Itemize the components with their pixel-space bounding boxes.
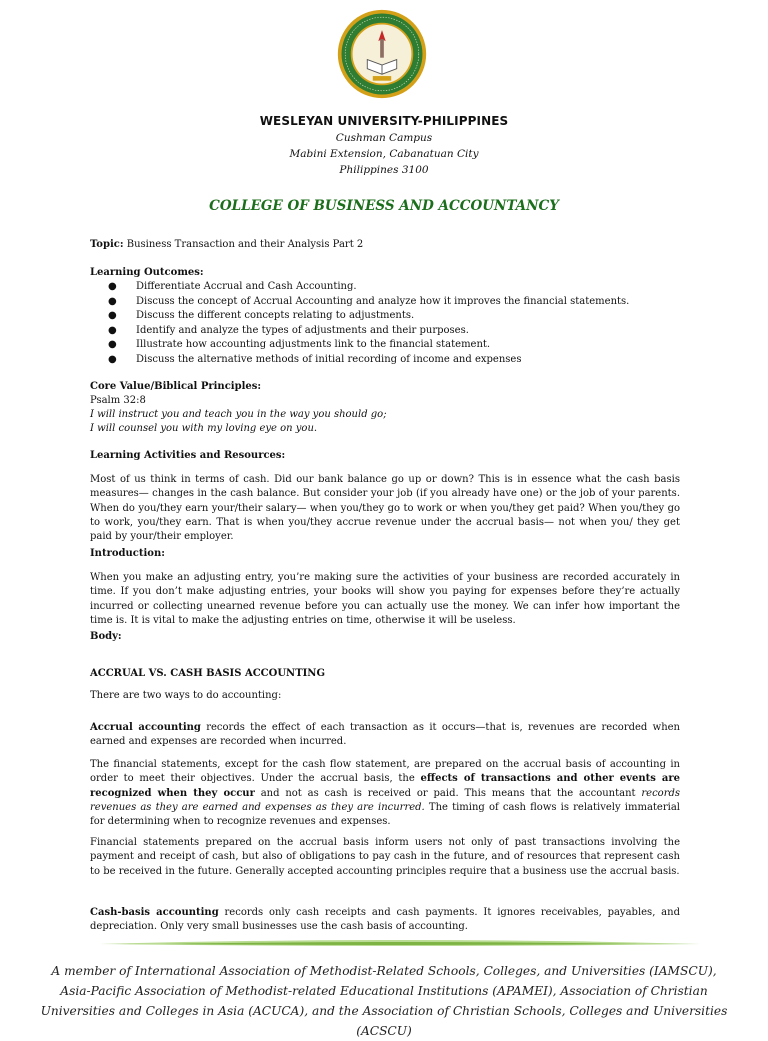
list-item: ● Discuss the different concepts relating to adjustments. <box>108 309 688 324</box>
college-title: COLLEGE OF BUSINESS AND ACCOUNTANCY <box>209 198 559 214</box>
emphasis-bold: effects of transactions and other events are recognized when they occur <box>90 773 680 799</box>
bullet-icon: ● <box>108 339 117 351</box>
learning-outcomes-list <box>108 280 688 368</box>
footer-membership-text: A member of International Association of Methodist-Related Schools, Colleges, and Universities (IAMSCU), Asia-Pacific Association of Methodist-related Educational Institutions (APAMEI), Association of Christian Universities and Colleges in Asia (ACUCA), and the Association of Christian Schools, Colleges and Universities (ACSCU) <box>40 964 728 1038</box>
list-item: ● Differentiate Accrual and Cash Accounting. <box>108 280 688 295</box>
accrual-basis-paragraph: Financial statements prepared on the accrual basis inform users not only of past transactions involving the payment and receipt of cash, but also of obligations to pay cash in the future, and of resources that represent cash to be received in the future. Generally accepted accounting principles require that a business use the accrual basis. <box>90 837 680 877</box>
learning-activities-heading: Learning Activities and Resources: <box>90 450 286 461</box>
two-ways-text: There are two ways to do accounting: <box>90 690 282 701</box>
campus-name: Cushman Campus <box>335 132 433 144</box>
address-line-1: Mabini Extension, Cabanatuan City <box>289 148 479 160</box>
learning-outcomes-heading: Learning Outcomes: <box>90 267 204 278</box>
emphasis-italic: records revenues as they are earned and expenses as they are incurred. <box>90 787 681 813</box>
topic-line <box>90 238 680 252</box>
accrual-paragraph: Accrual accounting records the effect of each transaction as it occurs—that is, revenues are recorded when earned and expenses are recorded when incurred. <box>90 722 680 748</box>
section-title: ACCRUAL VS. CASH BASIS ACCOUNTING <box>90 668 325 679</box>
bullet-icon: ● <box>108 295 117 307</box>
address-line-2: Philippines 3100 <box>339 164 429 176</box>
verse-line-2: I will counsel you with my loving eye on you. <box>90 423 318 434</box>
verse-line-1: I will instruct you and teach you in the way you should go; <box>90 409 387 420</box>
list-item: ● Discuss the concept of Accrual Accounting and analyze how it improves the financial statements. <box>108 295 688 310</box>
financial-statements-paragraph: The financial statements, except for the cash flow statement, are prepared on the accrual basis of accounting in order to meet their objectives. Under the accrual basis, the effects of transactions and other events are recognized when they occur and not as cash is received or paid. This means that the accountant records revenues as they are earned and expenses as they are incurred. The timing of cash flows is relatively immaterial for determining when to recognize revenues and expenses. <box>90 759 681 828</box>
cash-basis-paragraph: Cash-basis accounting records only cash receipts and cash payments. It ignores receivables, payables, and depreciation. Only very small businesses use the cash basis of accounting. <box>90 907 680 933</box>
topic-value: Business Transaction and their Analysis Part 2 <box>126 239 364 250</box>
cash-term: Cash-basis accounting <box>90 907 219 918</box>
psalm-reference: Psalm 32:8 <box>90 395 146 406</box>
university-seal-logo <box>336 8 428 100</box>
university-name: WESLEYAN UNIVERSITY-PHILIPPINES <box>259 114 509 128</box>
list-item: ● Identify and analyze the types of adjustments and their purposes. <box>108 324 688 339</box>
bullet-icon: ● <box>108 353 117 365</box>
body-heading: Body: <box>90 631 122 642</box>
bullet-icon: ● <box>108 281 117 292</box>
learning-activities-text: Most of us think in terms of cash. Did our bank balance go up or down? This is in essence what the cash basis measures— changes in the cash balance. But consider your job (if you already have one) or the job of your parents. When do you/they earn your/their salary— when you/they go to work or when you/they get paid? When you/they go to work, you/they earn. That is when you/they accrue revenue under the accrual basis— not when you/ they get paid by your/their employer. <box>90 474 680 543</box>
accrual-term: Accrual accounting <box>90 722 201 733</box>
list-item: ● Illustrate how accounting adjustments link to the financial statement. <box>108 338 688 353</box>
introduction-heading: Introduction: <box>90 548 165 559</box>
bullet-icon: ● <box>108 324 117 336</box>
bullet-icon: ● <box>108 310 117 322</box>
list-item: ● Discuss the alternative methods of initial recording of income and expenses <box>108 353 688 368</box>
footer-divider <box>100 938 700 950</box>
topic-label: Topic: <box>90 239 124 250</box>
core-value-heading: Core Value/Biblical Principles: <box>90 381 262 392</box>
introduction-text: When you make an adjusting entry, you’re making sure the activities of your business are recorded accurately in time. If you don’t make adjusting entries, your books will show you paying for expenses before they’re actually incurred or collecting unearned revenue before you can actually use the money. We can infer how important the time is. It is vital to make the adjusting entries on time, otherwise it will be useless. <box>90 572 680 626</box>
